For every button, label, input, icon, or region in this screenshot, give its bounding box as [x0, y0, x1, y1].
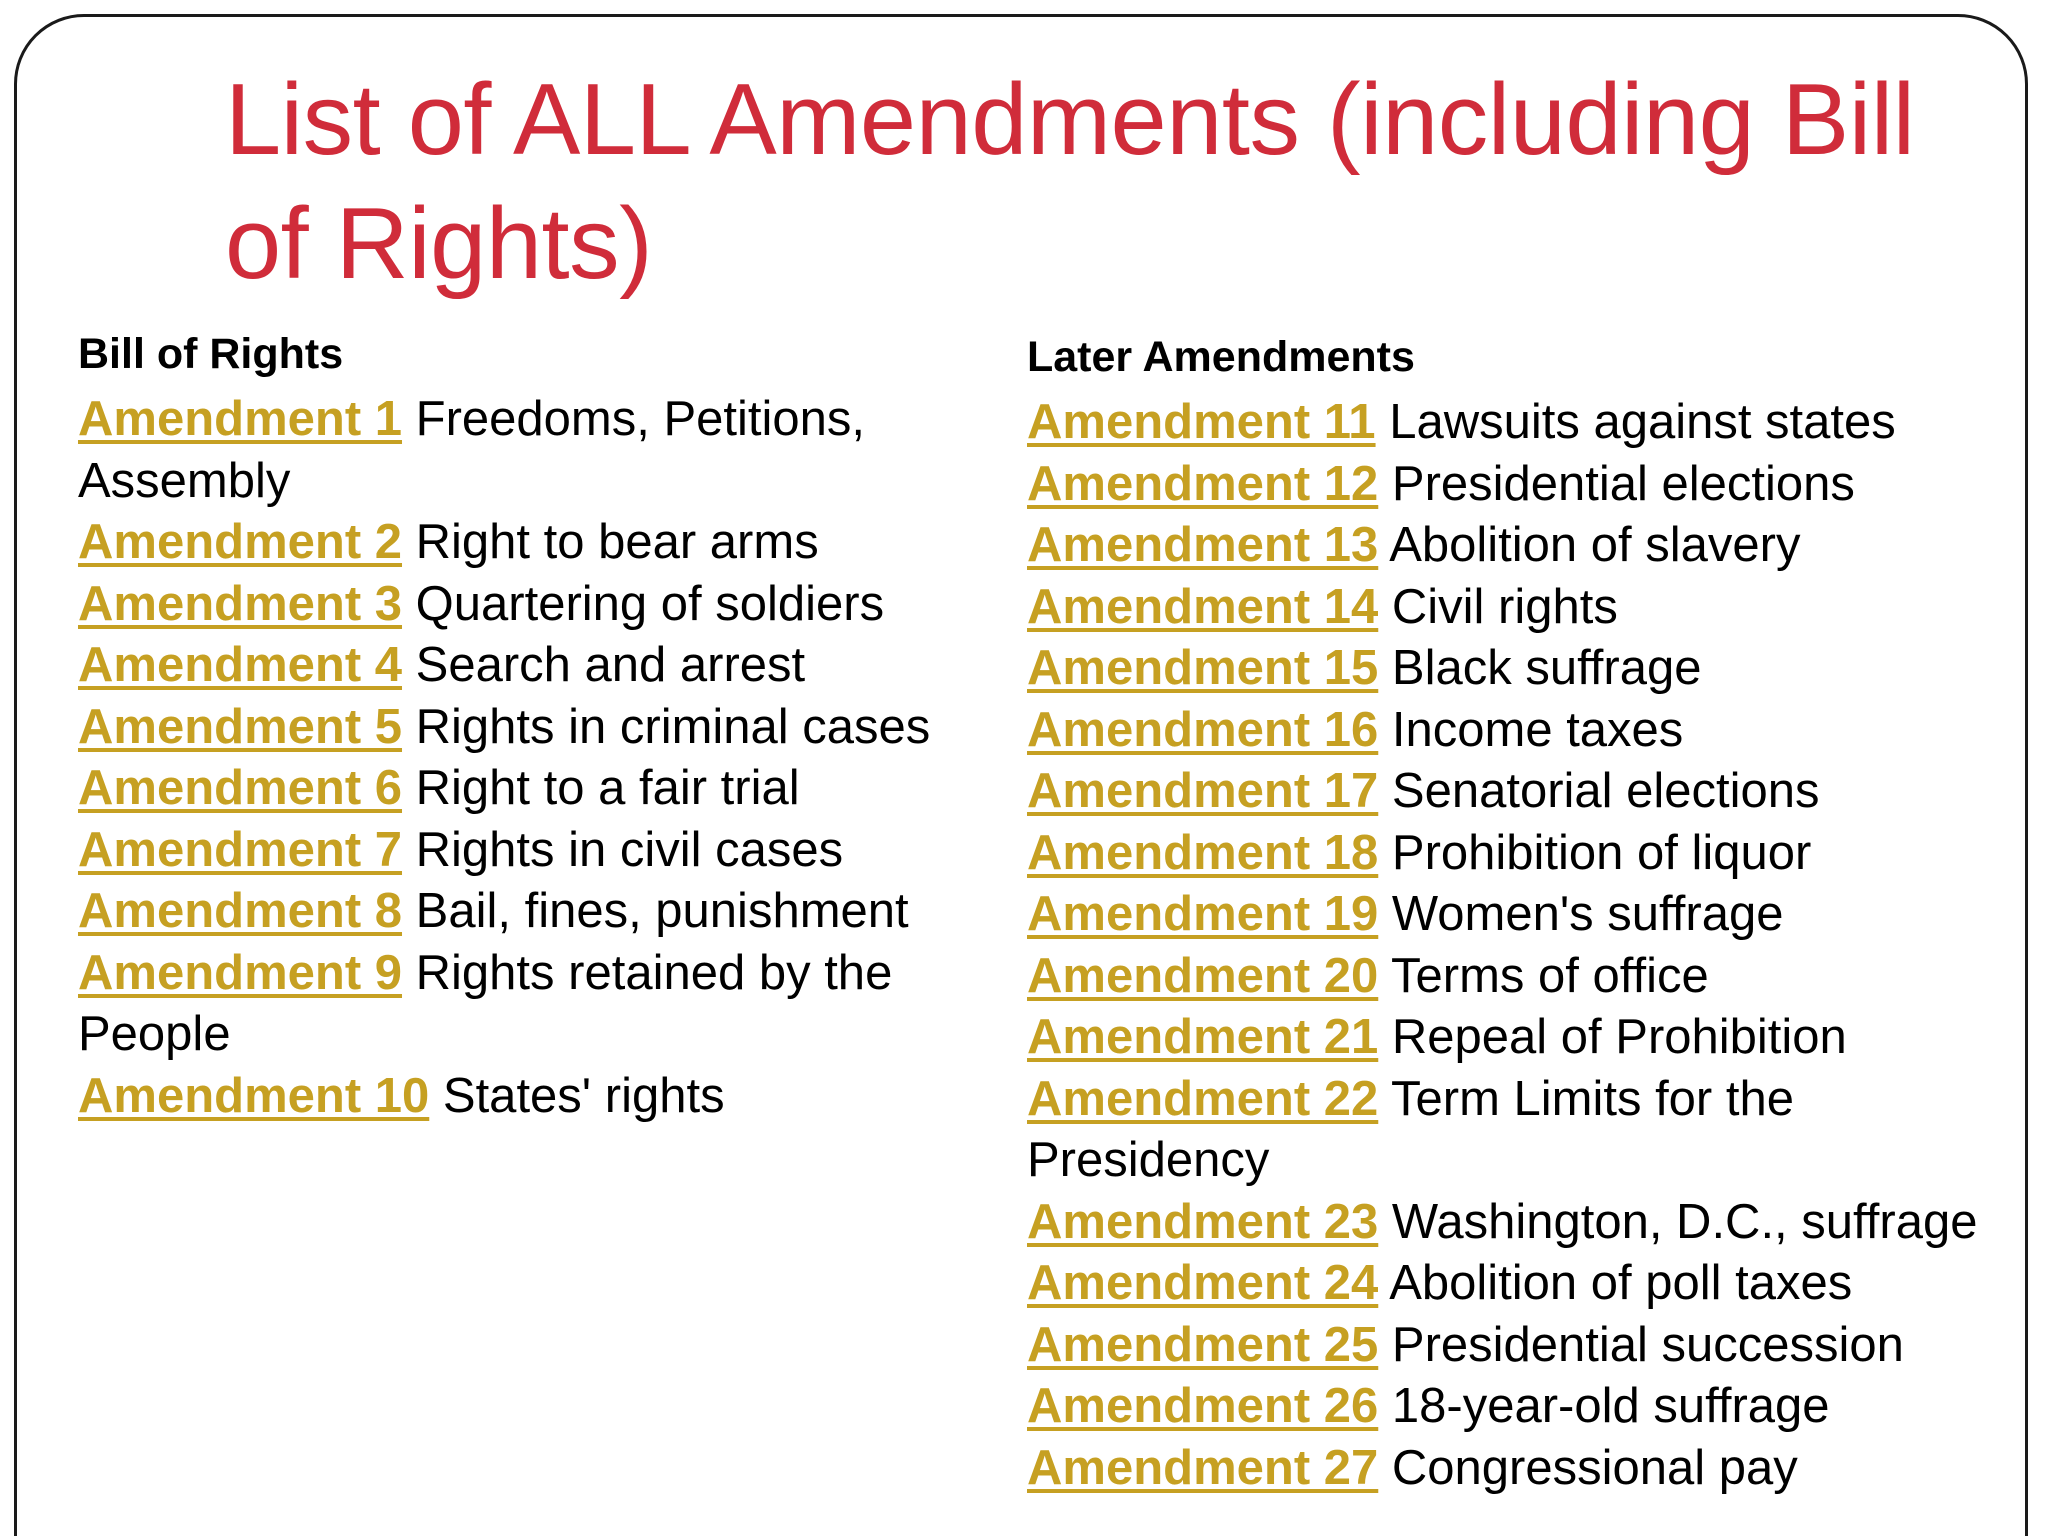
list-item [1027, 946, 2017, 1008]
list-item [1027, 1376, 2017, 1438]
amendment-12-link[interactable]: Amendment 12 [1027, 456, 1379, 511]
amendment-description: Abolition of poll taxes [1389, 1256, 1853, 1310]
amendment-description: Search and arrest [415, 638, 806, 692]
amendment-19-link[interactable]: Amendment 19 [1027, 887, 1379, 941]
amendment-26-link[interactable]: Amendment 26 [1027, 1379, 1379, 1433]
list-item [1027, 1438, 2017, 1500]
list-item [78, 820, 978, 882]
amendment-16-link[interactable]: Amendment 16 [1027, 702, 1379, 757]
list-item [1027, 454, 2017, 516]
amendment-description: States' rights [442, 1068, 725, 1123]
amendment-description: Senatorial elections [1391, 764, 1820, 818]
amendment-description: Civil rights [1391, 579, 1618, 634]
list-item [1027, 700, 2017, 762]
amendment-3-link[interactable]: Amendment 3 [78, 576, 403, 631]
list-item [1027, 823, 2017, 885]
amendment-20-link[interactable]: Amendment 20 [1027, 948, 1379, 1003]
bill-of-rights-column [78, 326, 978, 1127]
amendment-description: Rights in criminal cases [415, 699, 931, 754]
amendment-description: Black suffrage [1391, 641, 1702, 695]
amendment-description: Congressional pay [1391, 1440, 1798, 1495]
amendment-23-link[interactable]: Amendment 23 [1027, 1194, 1379, 1249]
list-item [1027, 1315, 2017, 1377]
amendment-4-link[interactable]: Amendment 4 [78, 638, 403, 692]
later-amendments-heading: Later Amendments [1027, 333, 1415, 381]
amendment-25-link[interactable]: Amendment 25 [1027, 1317, 1379, 1372]
amendment-description: Abolition of slavery [1389, 518, 1801, 572]
amendment-description: Terms of office [1391, 948, 1709, 1003]
list-item [1027, 1192, 2017, 1254]
amendment-description: Women's suffrage [1391, 887, 1784, 941]
list-item [1027, 515, 2017, 577]
amendment-13-link[interactable]: Amendment 13 [1027, 518, 1379, 572]
amendment-description: Repeal of Prohibition [1391, 1010, 1847, 1064]
amendment-description: 18-year-old suffrage [1391, 1379, 1830, 1433]
amendment-10-link[interactable]: Amendment 10 [78, 1068, 430, 1123]
list-item [1027, 761, 2017, 823]
amendment-18-link[interactable]: Amendment 18 [1027, 825, 1379, 880]
amendment-7-link[interactable]: Amendment 7 [78, 822, 403, 877]
amendment-24-link[interactable]: Amendment 24 [1027, 1256, 1379, 1310]
amendment-1-link[interactable]: Amendment 1 [78, 392, 403, 446]
list-item [1027, 392, 2017, 454]
list-item [78, 943, 978, 1066]
amendment-6-link[interactable]: Amendment 6 [78, 761, 403, 815]
amendment-8-link[interactable]: Amendment 8 [78, 884, 403, 938]
amendment-5-link[interactable]: Amendment 5 [78, 699, 403, 754]
amendment-description: Rights in civil cases [415, 822, 844, 877]
amendment-14-link[interactable]: Amendment 14 [1027, 579, 1379, 634]
list-item [78, 512, 978, 574]
amendment-17-link[interactable]: Amendment 17 [1027, 764, 1379, 818]
list-item [1027, 1253, 2017, 1315]
amendment-description: Term Limits for the Presidency [1027, 1071, 1794, 1187]
list-item [78, 697, 978, 759]
amendment-description: Rights retained by the People [78, 945, 893, 1061]
list-item [1027, 884, 2017, 946]
amendment-27-link[interactable]: Amendment 27 [1027, 1440, 1379, 1495]
list-item [1027, 1069, 2017, 1192]
amendment-21-link[interactable]: Amendment 21 [1027, 1010, 1379, 1064]
list-item [78, 389, 978, 512]
list-item [78, 635, 978, 697]
amendment-11-link[interactable]: Amendment 11 [1027, 395, 1376, 449]
amendment-description: Bail, fines, punishment [415, 884, 909, 938]
list-item [1027, 1007, 2017, 1069]
amendment-9-link[interactable]: Amendment 9 [78, 945, 403, 1000]
amendment-description: Presidential elections [1391, 456, 1855, 511]
amendment-description: Freedoms, Petitions, Assembly [78, 392, 865, 508]
amendment-description: Presidential succession [1391, 1317, 1904, 1372]
amendment-description: Right to a fair trial [415, 761, 800, 815]
amendment-description: Lawsuits against states [1389, 395, 1896, 449]
amendment-description: Prohibition of liquor [1391, 825, 1812, 880]
amendment-description: Income taxes [1391, 702, 1684, 757]
bill-of-rights-heading: Bill of Rights [78, 330, 344, 378]
amendment-description: Washington, D.C., suffrage [1391, 1194, 1978, 1249]
slide-title: List of ALL Amendments (including Bill of Rights) [225, 64, 1915, 300]
amendment-2-link[interactable]: Amendment 2 [78, 515, 403, 569]
list-item [78, 1066, 978, 1128]
list-item [78, 881, 978, 943]
amendment-description: Quartering of soldiers [415, 576, 885, 631]
amendment-description: Right to bear arms [415, 515, 819, 569]
amendment-15-link[interactable]: Amendment 15 [1027, 641, 1379, 695]
list-item [78, 758, 978, 820]
amendment-22-link[interactable]: Amendment 22 [1027, 1071, 1379, 1126]
list-item [78, 574, 978, 636]
later-amendments-column [1027, 329, 2017, 1499]
list-item [1027, 577, 2017, 639]
list-item [1027, 638, 2017, 700]
